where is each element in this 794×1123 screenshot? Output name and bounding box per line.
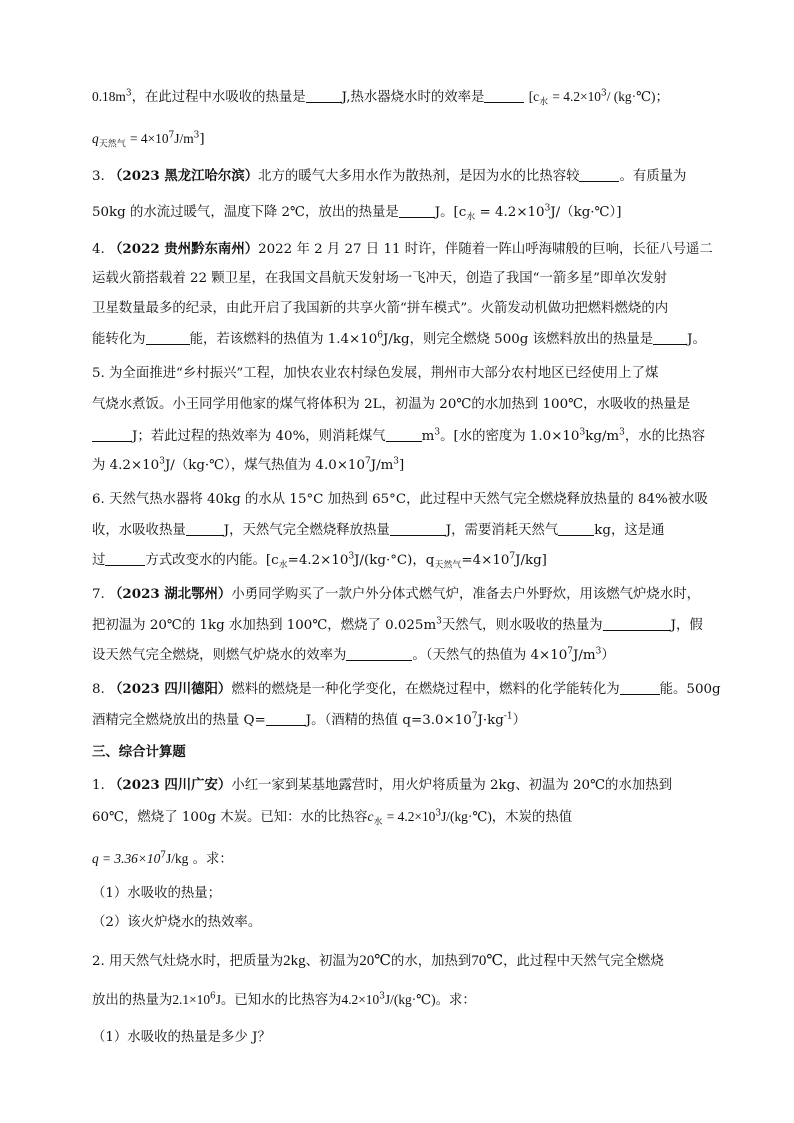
question-8: [92, 680, 721, 699]
answer-blank[interactable]: [105, 551, 145, 566]
text: [c: [528, 89, 540, 104]
question-source: （2023 湖北鄂州）: [109, 586, 232, 602]
text: 2022 年 2 月 27 日 11 时许，伴随着一阵山呼海啸般的巨响，长征八号遥二: [258, 242, 713, 257]
superscript: 3: [595, 646, 602, 657]
text: kg/m: [585, 429, 620, 444]
text: 气烧水煮饭。小王同学用他家的煤气将体积为 2L，初温为 20℃的水加热到 100℃，水吸收的热量是: [92, 397, 691, 412]
text: 小勇同学购买了一款户外分体式燃气炉，准备去户外野炊，用该燃气炉烧水时，: [231, 587, 700, 602]
text: J/(kg·℃): [384, 992, 436, 1007]
text: 的水，加热到: [390, 954, 472, 969]
text: 60℃，燃烧了 100g 木炭。已知：水的比热容: [92, 810, 368, 825]
text: q = 3.36×10: [92, 851, 161, 866]
text: J,热水器烧水时的效率是: [341, 90, 485, 105]
text: J/kg]: [515, 553, 547, 568]
question-number: 7.: [92, 587, 105, 602]
superscript: -1: [503, 711, 513, 722]
text: J/(kg·°C)，q: [354, 553, 435, 568]
text: 。求：: [192, 852, 233, 867]
text: J；若此过程的热效率为 40%，则消耗煤气: [132, 429, 386, 444]
superscript: 3: [436, 616, 442, 627]
text: J/(kg·℃): [441, 809, 492, 824]
text-line: [92, 808, 572, 827]
text: q: [92, 131, 99, 146]
superscript: 3: [125, 88, 132, 99]
text: 0.18m: [92, 89, 126, 104]
text: 天然气，则水吸收的热量为: [441, 618, 603, 633]
answer-blank[interactable]: [390, 521, 446, 536]
text: = 4.2×10: [386, 809, 436, 824]
text: ]: [199, 132, 205, 147]
answer-blank[interactable]: [186, 521, 224, 536]
text: 2kg: [283, 953, 306, 969]
question-3: [92, 167, 686, 186]
answer-blank[interactable]: [399, 203, 435, 218]
subscript: 水: [539, 97, 549, 108]
calc-question-1: [92, 776, 672, 795]
text: 。（天然气的热值为 4×10: [412, 648, 568, 663]
subscript: 天然气: [434, 560, 462, 571]
question-source: （2023 黑龙江哈尔滨）: [109, 168, 259, 184]
text: = 4.2×10: [479, 205, 545, 220]
sub-question: （2）该火炉烧水的热效率。: [92, 915, 262, 930]
text: 小红一家到某基地露营时，用火炉将质量为 2kg、初温为 20℃的水加热到: [231, 778, 673, 793]
text-line: [92, 457, 404, 475]
superscript: 3: [435, 808, 442, 819]
text: 燃料的燃烧是一种化学变化，在燃烧过程中，燃料的化学能转化为: [231, 682, 620, 697]
superscript: 7: [168, 130, 175, 141]
text-line: [92, 521, 665, 540]
text: 能转化为: [92, 332, 146, 347]
text: 收，水吸收热量: [92, 523, 186, 538]
text: 放出的热量为: [92, 993, 173, 1008]
calc-question-2: [92, 952, 664, 971]
text: ，在此过程中水吸收的热量是: [131, 90, 306, 105]
text: 、初温为: [305, 954, 360, 969]
text-line: [92, 616, 703, 635]
superscript: 3: [348, 551, 355, 562]
text: 2. 用天然气灶烧水时，把质量为: [92, 954, 284, 969]
question-number: 3.: [92, 169, 105, 184]
question-7: [92, 585, 700, 604]
text: J/m: [370, 458, 394, 473]
text: J/（kg·℃）]: [550, 205, 622, 220]
text: 北方的暖气大多用水作为散热剂，是因为水的比热容较: [258, 169, 580, 184]
superscript: 3: [619, 427, 625, 438]
text: ，木炭的热值: [491, 810, 573, 825]
text-line: [92, 130, 205, 149]
text-line: [92, 427, 705, 446]
superscript: 7: [567, 646, 574, 657]
answer-blank[interactable]: [620, 680, 660, 695]
text: 50kg 的水流过暖气，温度下降 2℃，放出的热量是: [92, 205, 399, 220]
text-line: [92, 396, 690, 414]
text: 70℃: [471, 953, 504, 969]
text: 能。500g: [659, 682, 721, 697]
text-line: [92, 991, 476, 1010]
text: ）: [601, 648, 615, 663]
text: 运载火箭搭载着 22 颗卫星，在我国文昌航天发射场一飞冲天，创造了我国“一箭多星”即单次发射: [92, 271, 667, 286]
question-source: （2023 四川德阳）: [109, 681, 232, 697]
answer-blank[interactable]: [484, 88, 524, 103]
text: / (kg·℃)；: [606, 89, 669, 104]
answer-blank[interactable]: [579, 167, 619, 182]
text: J/kg，则完全燃烧 500g 该燃料放出的热量是: [383, 332, 654, 347]
text: 4.2×10: [341, 992, 380, 1007]
subscript: 水: [278, 560, 288, 571]
text: = 4.2×10: [552, 89, 601, 104]
answer-blank[interactable]: [146, 330, 190, 345]
subscript: 水: [373, 817, 383, 828]
superscript: 3: [544, 203, 551, 214]
text-line: [92, 551, 547, 570]
text-line: [92, 646, 615, 665]
text: 2.1×10: [172, 992, 211, 1007]
subscript: 天然气: [98, 139, 126, 150]
text: ，水的比热容: [624, 429, 706, 444]
text-line: [92, 88, 669, 107]
superscript: 3: [393, 456, 400, 467]
superscript: 6: [377, 330, 384, 341]
answer-blank[interactable]: [346, 646, 412, 661]
text: 20℃: [359, 953, 391, 969]
superscript: 3: [434, 427, 441, 438]
superscript: 7: [160, 850, 167, 861]
text: 能，若该燃料的热值为 1.4×10: [189, 332, 378, 347]
text: 5. 为全面推进“乡村振兴”工程，加快农业农村绿色发展，荆州市大部分农村地区已经使用上了煤: [92, 366, 659, 381]
question-number: 4.: [92, 242, 105, 257]
text: ]: [399, 458, 405, 473]
text: J/m: [174, 131, 194, 146]
text: J。（酒精的热值 q=3.0×10: [305, 713, 472, 728]
text: J，需要消耗天然气: [445, 523, 559, 538]
text: J/kg: [166, 851, 189, 866]
text: 为 4.2×10: [92, 458, 160, 473]
sub-question: （1）水吸收的热量；: [92, 886, 222, 901]
text: J。[c: [434, 205, 467, 220]
text: 方式改变水的内能。[c: [145, 553, 279, 568]
superscript: 3: [579, 427, 586, 438]
text-line: [92, 850, 233, 869]
text: 设天然气完全燃烧，则燃气炉烧水的效率为: [92, 648, 347, 663]
superscript: 3: [159, 456, 165, 467]
superscript: 3: [379, 991, 385, 1002]
text: 。已知水的比热容为: [220, 993, 342, 1008]
text: m: [421, 429, 435, 444]
text: 卫星数量最多的纪录，由此开启了我国新的共享火箭“拼车模式”。火箭发动机做功把燃料燃烧的内: [92, 301, 669, 316]
text: 6. 天然气热水器将 40kg 的水从 15°C 加热到 65°C，此过程中天然气完全燃烧释放热量的 84%被水吸: [92, 492, 708, 507]
subscript: 水: [466, 212, 476, 223]
text: kg，这是通: [594, 523, 665, 538]
text: 。有质量为: [619, 169, 687, 184]
text: J，假: [670, 618, 703, 633]
text: 把初温为 20℃的 1kg 水加热到 100℃，燃烧了 0.025m: [92, 618, 437, 633]
text: J: [215, 992, 221, 1007]
superscript: 7: [471, 711, 478, 722]
text: J。: [687, 332, 706, 347]
answer-blank[interactable]: [92, 427, 132, 442]
question-number: 1.: [92, 778, 105, 793]
text: 过: [92, 553, 106, 568]
question-number: 8.: [92, 682, 105, 697]
text: =4.2×10: [287, 553, 349, 568]
answer-blank[interactable]: [306, 88, 342, 103]
superscript: 6: [210, 991, 216, 1002]
text: J，天然气完全燃烧释放热量: [223, 523, 390, 538]
sub-question: （1）水吸收的热量是多少 J？: [92, 1030, 271, 1045]
answer-blank[interactable]: [653, 330, 687, 345]
question-4: [92, 240, 713, 259]
answer-blank[interactable]: [603, 616, 671, 631]
text: J·kg: [477, 713, 504, 728]
question-5: [92, 365, 658, 383]
text: ）: [512, 713, 526, 728]
superscript: 7: [364, 456, 371, 467]
text: 。[水的密度为 1.0×10: [440, 429, 580, 444]
question-source: （2022 贵州黔东南州）: [109, 241, 259, 257]
text: = 4×10: [129, 131, 169, 146]
superscript: 3: [600, 88, 607, 99]
text: ，此过程中天然气完全燃烧: [503, 954, 664, 969]
superscript: 3: [193, 130, 200, 141]
question-source: （2023 四川广安）: [109, 777, 232, 793]
text: =4×10: [461, 553, 510, 568]
answer-blank[interactable]: [266, 711, 306, 726]
text-line: [92, 711, 526, 730]
answer-blank[interactable]: [386, 427, 422, 442]
text-line: [92, 203, 621, 222]
text: c: [367, 809, 374, 824]
text-line: [92, 270, 667, 288]
text: 酒精完全燃烧放出的热量 Q=: [92, 713, 266, 728]
section-heading: 三、综合计算题: [92, 745, 186, 760]
superscript: 7: [509, 551, 516, 562]
answer-blank[interactable]: [558, 521, 594, 536]
text: J/m: [573, 648, 596, 663]
question-6: [92, 491, 708, 509]
text-line: [92, 330, 706, 349]
text: 。求：: [435, 993, 476, 1008]
text: J/（kg·℃），煤气热值为 4.0×10: [164, 458, 365, 473]
text-line: [92, 300, 668, 318]
